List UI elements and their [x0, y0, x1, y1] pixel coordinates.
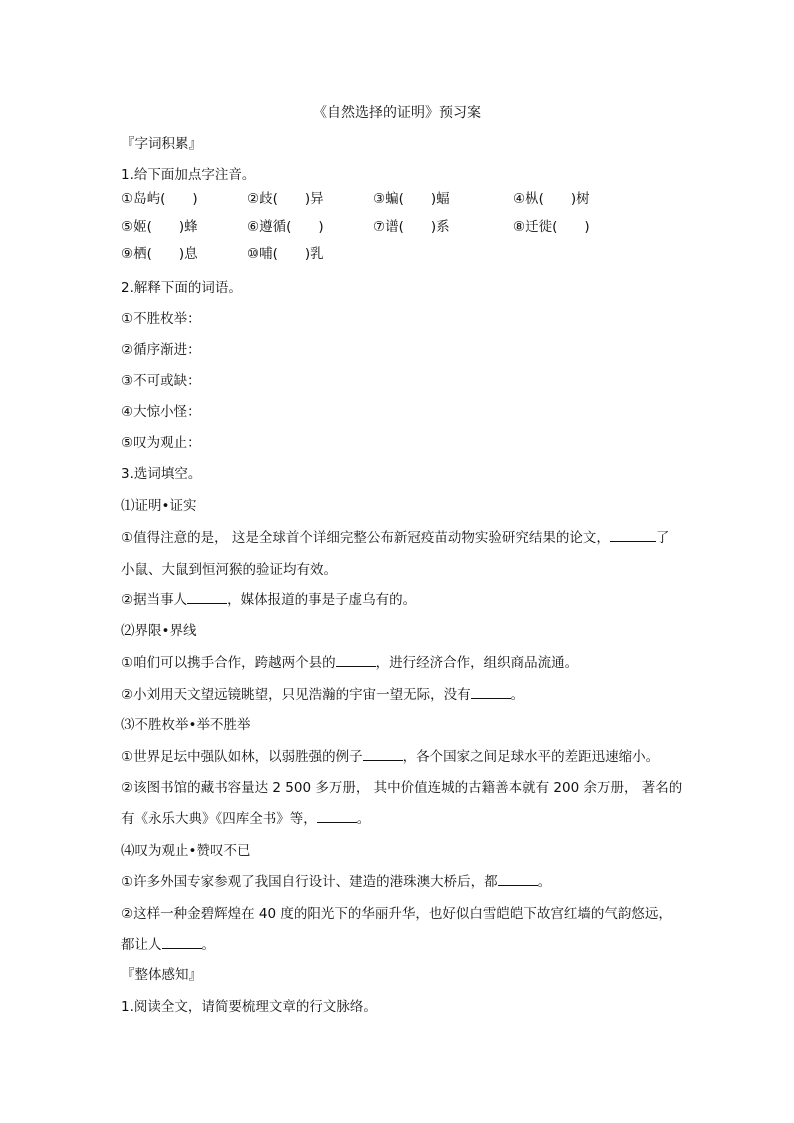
page-title: 《自然选择的证明》预习案 — [313, 105, 481, 121]
pinyin-row — [121, 245, 681, 263]
group-heading: ⑷叹为观止•赞叹不已 — [121, 843, 251, 859]
pinyin-item: ⑤姬( )蜂 — [121, 219, 198, 235]
question-3: 3.选词填空。 — [121, 466, 202, 482]
sentence: ①世界足坛中强队如林，以弱胜强的例子 ，各个国家之间足球水平的差距迅速缩小。 — [121, 749, 660, 765]
definition-item: ②循序渐进： — [121, 342, 201, 358]
sentence: ①许多外国专家参观了我国自行设计、建造的港珠澳大桥后，都 。 — [121, 874, 552, 890]
sentence: ②据当事人 ，媒体报道的事是子虚乌有的。 — [121, 592, 417, 608]
pinyin-item: ⑧迁徙( ) — [513, 219, 590, 235]
pinyin-row — [121, 218, 681, 236]
pinyin-item: ④枞( )树 — [513, 191, 590, 207]
sentence: ②该图书馆的藏书容量达 2 500 多万册， 其中价值连城的古籍善本就有 200 余万册， 著名的 — [121, 780, 683, 796]
pinyin-item: ⑨栖( )息 — [121, 246, 198, 262]
pinyin-item: ⑥遵循( ) — [247, 219, 324, 235]
group-heading: ⑴证明•证实 — [121, 498, 197, 514]
pinyin-item: ③蝙( )蝠 — [373, 191, 450, 207]
pinyin-item: ①岛屿( ) — [121, 191, 198, 207]
fill-blank — [187, 591, 227, 604]
fill-blank — [336, 654, 376, 667]
sentence-continuation: 小鼠、大鼠到恒河猴的验证均有效。 — [121, 562, 337, 578]
definition-item: ①不胜枚举： — [121, 311, 201, 327]
overall-question-1: 1.阅读全文，请简要梳理文章的行文脉络。 — [121, 999, 377, 1015]
sentence: ②小刘用天文望远镜眺望，只见浩瀚的宇宙一望无际，没有 。 — [121, 687, 525, 703]
fill-blank — [498, 873, 538, 886]
fill-blank — [363, 748, 403, 761]
pinyin-item: ⑩哺( )乳 — [247, 246, 324, 262]
sentence: ①咱们可以携手合作，跨越两个县的 ，进行经济合作，组织商品流通。 — [121, 655, 579, 671]
pinyin-item: ②歧( )异 — [247, 191, 324, 207]
sentence-continuation: 有《永乐大典》《四库全书》等， 。 — [121, 811, 371, 827]
definition-item: ④大惊小怪： — [121, 404, 201, 420]
sentence: ①值得注意的是， 这是全球首个详细完整公布新冠疫苗动物实验研究结果的论文， 了 — [121, 530, 670, 546]
fill-blank — [471, 686, 511, 699]
question-1: 1.给下面加点字注音。 — [121, 167, 256, 183]
pinyin-row — [121, 190, 681, 208]
fill-blank — [610, 529, 656, 542]
group-heading: ⑵界限•界线 — [121, 623, 197, 639]
sentence-continuation: 都让人 。 — [121, 937, 215, 953]
fill-blank — [317, 810, 357, 823]
definition-item: ③不可或缺： — [121, 373, 201, 389]
fill-blank — [162, 936, 202, 949]
sentence: ②这样一种金碧辉煌在 40 度的阳光下的华丽升华，也好似白雪皑皑下故宫红墙的气韵悠远， — [121, 906, 672, 922]
definition-item: ⑤叹为观止： — [121, 435, 201, 451]
question-2: 2.解释下面的词语。 — [121, 280, 242, 296]
group-heading: ⑶不胜枚举•举不胜举 — [121, 717, 251, 733]
section-heading-overall: 『整体感知』 — [121, 967, 202, 983]
section-heading-vocab: 『字词积累』 — [121, 136, 202, 152]
pinyin-item: ⑦谱( )系 — [373, 219, 450, 235]
